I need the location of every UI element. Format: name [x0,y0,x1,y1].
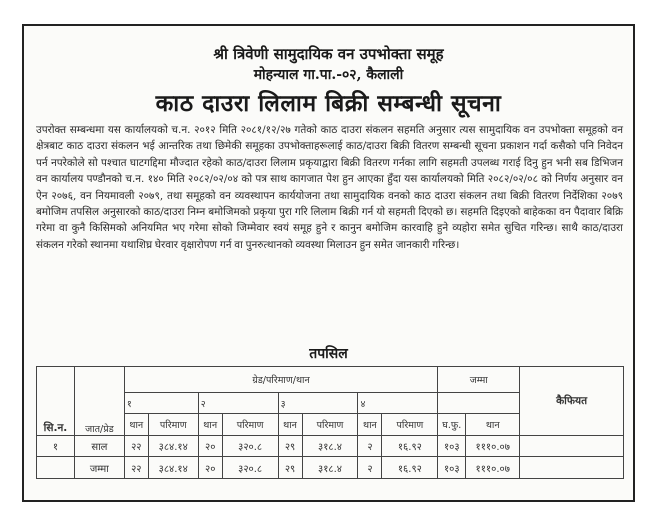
header-grade-1: १ [124,393,198,414]
organization-address: मोहन्याल गा.पा.-०२, कैलाली [253,67,404,83]
header-than: थान [358,414,382,436]
header-than: थान [198,414,222,436]
table-total-row [37,457,624,479]
header-pariman: परिमाण [148,414,198,436]
header-than: थान [278,414,302,436]
table-row [37,436,624,457]
header-remarks: कैफियत [520,367,624,436]
cell-g4-qty: १६.९२ [382,457,438,479]
header-pariman: परिमाण [302,414,358,436]
cell-g3-than: २९ [278,457,302,479]
cell-total-qty: १११०.०७ [466,436,520,457]
header-pariman: परिमाण [382,414,438,436]
header-total-spacer [438,393,520,414]
header-total-unit: घ.फु. [438,414,466,436]
cell-g4-qty: १६.९२ [382,436,438,457]
cell-g1-qty: ३८४.१४ [148,436,198,457]
header-grade-group: ग्रेड/परिमाण/थान [124,367,437,393]
cell-g3-qty: ३१८.४ [302,436,358,457]
notice-title: काठ दाउरा लिलाम बिक्री सम्बन्धी सूचना [155,90,502,117]
cell-g1-qty: ३८४.१४ [148,457,198,479]
cell-g4-than: २ [358,457,382,479]
schedule-title: तपसिल [309,346,348,362]
notice-body: उपरोक्त सम्बन्धमा यस कार्यालयको च.न. २०१२ मिति २०८१/१२/२७ गतेको काठ दाउरा संकलन सहमति अनुसार त्यस सामुदायिक वन उपभोक्ता समूहको वन क्षेत्रबाट काठ दाउरा संकलन भई आन्तरिक तथा छिमेकी समूहका उपभोक्ताहरूलाई काठ/दाउरा बिक्री वितरण सम्बन्धी सूचना प्रकाशन गर्दा कसैको पनि निवेदन पर्न नपरेकोले सो पश्चात घाटगद्दिमा मौज्दात रहेको काठ/दाउरा लिलाम प्रकृयाद्वारा बिक्री वितरण गर्नका लागि सहमती उपलब्ध गराई दिनु हुन भनी सब डिभिजन वन कार्यालय पण्डौनको च.न. १४० मिति २०८२/०२/०४ को पत्र साथ कागजात पेश हुन आएका हुँदा यस कार्यालयको मिति २०८२/०२/०८ को निर्णय अनुसार वन ऐन २०७६, वन नियमावली २०७९, तथा समूहको वन व्यवस्थापन कार्ययोजना तथा सामुदायिक वनको काठ दाउरा संकलन तथा बिक्री वितरण निर्देशिका २०७९ बमोजिम तपसिल अनुसारको काठ/दाउरा निम्न बमोजिमको प्रकृया पुरा गरि लिलाम बिक्री गर्न यो सहमती दिएको छ। सहमति दिइएको बाहेकका वन पैदावार बिक्रि गरेमा वा कुनै किसिमको अनियमित भए गरेमा सोको जिम्मेवार स्वयं समूह हुने र कानुन बमोजिम कारवाहि हुने व्यहोरा समेत सुचित गरिन्छ। साथै काठ/दाउरा संकलन गरेको स्थानमा यथाशिघ्र घेरवार वृक्षारोपण गर्न वा पुनरुत्थानको व्यवस्था मिलाउन हुन समेत जानकारी गरिन्छ। [36,124,623,251]
cell-g2-than: २० [198,436,222,457]
organization-name: श्री त्रिवेणी सामुदायिक वन उपभोक्ता समूह [213,45,444,63]
cell-g3-qty: ३१८.४ [302,457,358,479]
cell-g2-than: २० [198,457,222,479]
cell-remarks [520,457,624,479]
cell-g1-than: २२ [124,457,148,479]
cell-g2-qty: ३२०.८ [222,457,278,479]
header-sn: सि.न. [37,367,75,436]
cell-total-than: १०३ [438,457,466,479]
header-grade-3: ३ [278,393,358,414]
auction-table [36,366,624,479]
header-than: थान [124,414,148,436]
cell-total-than: १०३ [438,436,466,457]
cell-g2-qty: ३२०.८ [222,436,278,457]
header-grade-4: ४ [358,393,438,414]
cell-sn: १ [37,436,75,457]
header-grade-2: २ [198,393,278,414]
header-total-than: थान [466,414,520,436]
cell-species: साल [74,436,124,457]
cell-total-label: जम्मा [74,457,124,479]
cell-total-blank [37,457,75,479]
cell-total-qty: १११०.०७ [466,457,520,479]
header-pariman: परिमाण [222,414,278,436]
cell-g4-than: २ [358,436,382,457]
cell-g1-than: २२ [124,436,148,457]
notice-document [22,24,635,502]
header-species: जात/प्रेड [74,367,124,436]
cell-g3-than: २९ [278,436,302,457]
header-total: जम्मा [438,367,520,393]
cell-remarks [520,436,624,457]
